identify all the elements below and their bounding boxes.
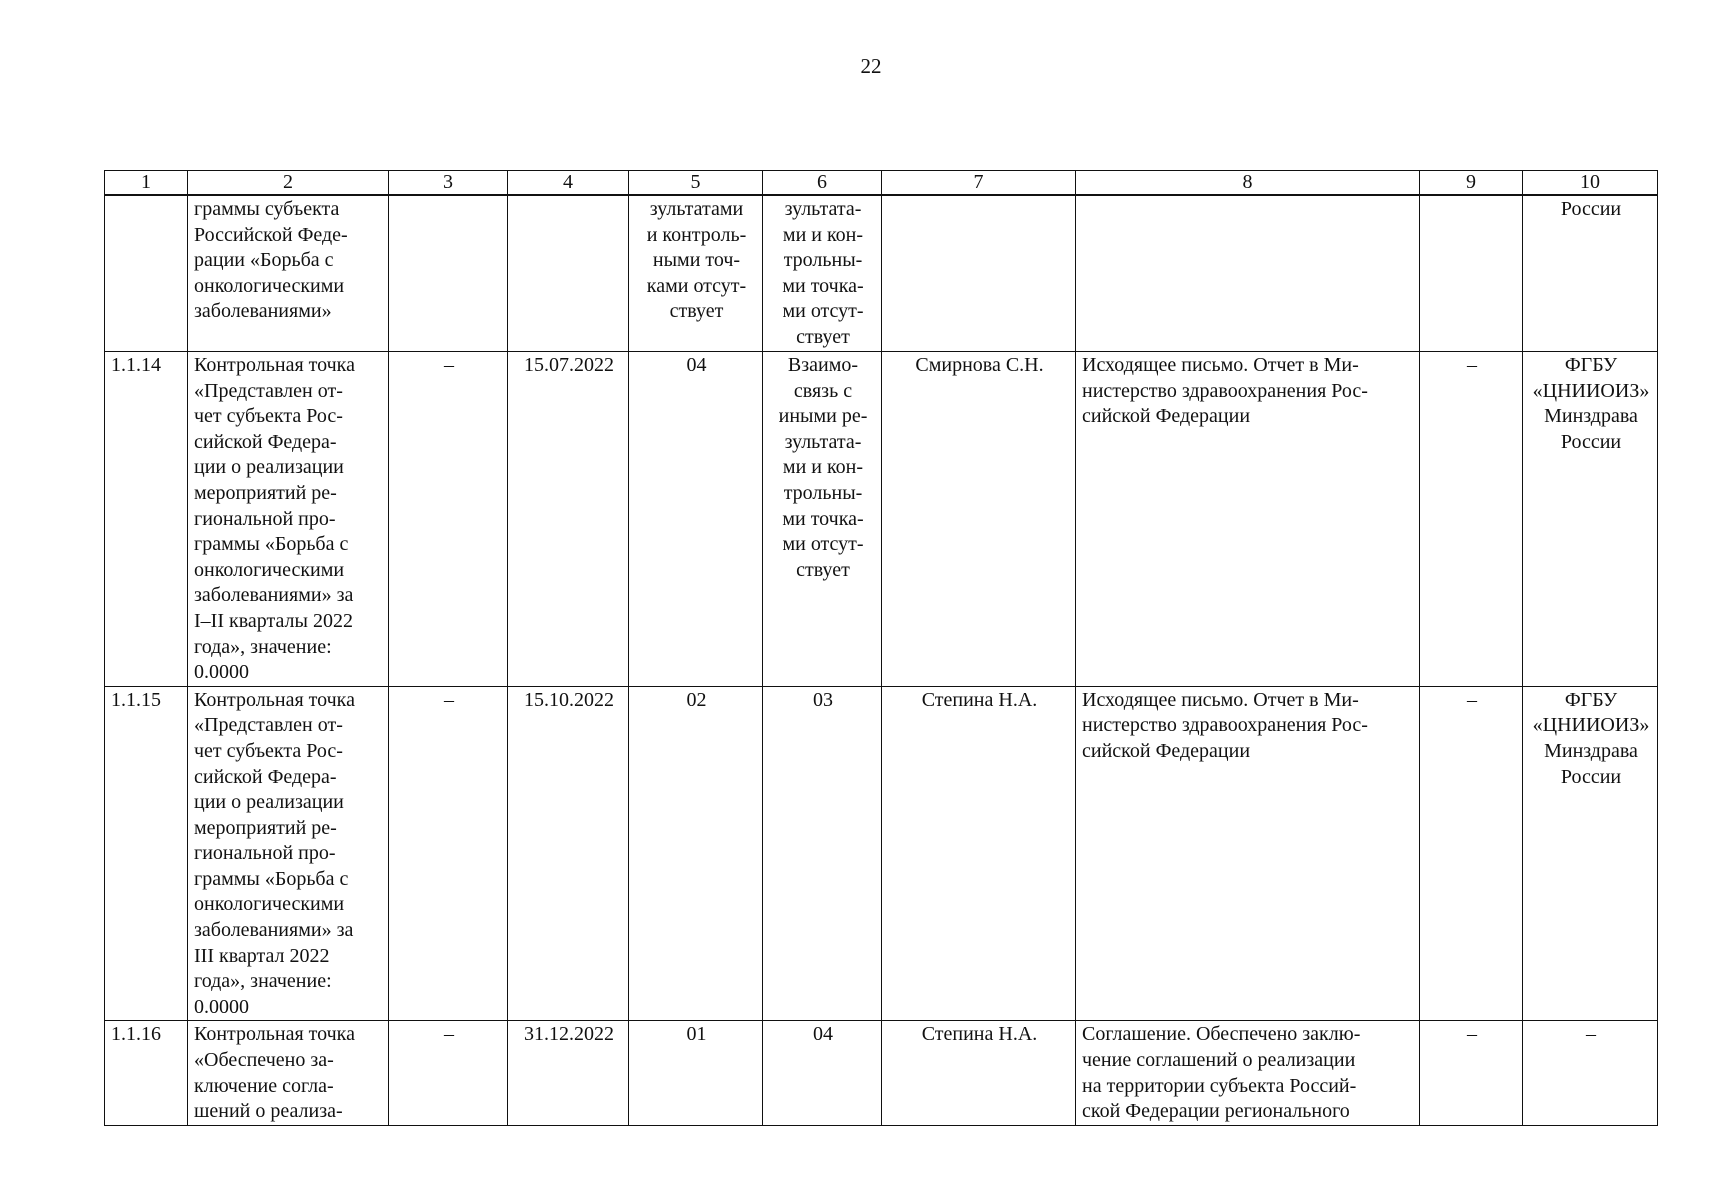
column-6-value: 03 bbox=[763, 686, 882, 1021]
control-point-name: Контрольная точка «Представлен от- чет субъекта Рос- сийской Федера- ции о реализации мероприятий ре- гиональной про- граммы «Борьба с онкологическими заболеваниями» за I–II кварталы 2022 года», значение: 0.0000 bbox=[188, 352, 389, 687]
column-3-value: – bbox=[389, 1021, 508, 1125]
table-row bbox=[105, 1021, 1658, 1125]
control-point-name: Контрольная точка «Обеспечено за- ключение согла- шений о реализа- bbox=[188, 1021, 389, 1125]
organization: ФГБУ «ЦНИИОИЗ» Минздрава России bbox=[1523, 686, 1658, 1021]
organization: России bbox=[1523, 195, 1658, 352]
column-header: 2 bbox=[188, 171, 389, 196]
due-date: 15.10.2022 bbox=[508, 686, 629, 1021]
column-6-value: 04 bbox=[763, 1021, 882, 1125]
due-date: 31.12.2022 bbox=[508, 1021, 629, 1125]
due-date bbox=[508, 195, 629, 352]
table-row bbox=[105, 352, 1658, 687]
responsible-person: Степина Н.А. bbox=[882, 686, 1076, 1021]
column-header: 1 bbox=[105, 171, 188, 196]
column-9-value: – bbox=[1420, 352, 1523, 687]
result-document: Исходящее письмо. Отчет в Ми- нистерство здравоохранения Рос- сийской Федерации bbox=[1076, 352, 1420, 687]
table-row-continued bbox=[105, 195, 1658, 352]
due-date: 15.07.2022 bbox=[508, 352, 629, 687]
column-header: 4 bbox=[508, 171, 629, 196]
column-9-value: – bbox=[1420, 686, 1523, 1021]
responsible-person: Смирнова С.Н. bbox=[882, 352, 1076, 687]
result-document: Соглашение. Обеспечено заклю- чение соглашений о реализации на территории субъекта Россий- ской Федерации регионального bbox=[1076, 1021, 1420, 1125]
column-header: 3 bbox=[389, 171, 508, 196]
column-header: 7 bbox=[882, 171, 1076, 196]
column-9-value bbox=[1420, 195, 1523, 352]
control-points-table bbox=[104, 170, 1658, 1126]
column-5-value: 02 bbox=[629, 686, 763, 1021]
table-row bbox=[105, 686, 1658, 1021]
column-6-value: Взаимо- связь с иными ре- зультата- ми и кон- трольны- ми точка- ми отсут- ствует bbox=[763, 352, 882, 687]
organization: – bbox=[1523, 1021, 1658, 1125]
row-number: 1.1.15 bbox=[105, 686, 188, 1021]
row-number: 1.1.14 bbox=[105, 352, 188, 687]
column-3-value: – bbox=[389, 352, 508, 687]
column-header: 5 bbox=[629, 171, 763, 196]
column-9-value: – bbox=[1420, 1021, 1523, 1125]
column-header: 10 bbox=[1523, 171, 1658, 196]
column-header: 6 bbox=[763, 171, 882, 196]
column-3-value bbox=[389, 195, 508, 352]
control-point-name: Контрольная точка «Представлен от- чет субъекта Рос- сийской Федера- ции о реализации мероприятий ре- гиональной про- граммы «Борьба с онкологическими заболеваниями» за III квартал 2022 года», значение: 0.0000 bbox=[188, 686, 389, 1021]
column-header: 8 bbox=[1076, 171, 1420, 196]
organization: ФГБУ «ЦНИИОИЗ» Минздрава России bbox=[1523, 352, 1658, 687]
row-number bbox=[105, 195, 188, 352]
result-document: Исходящее письмо. Отчет в Ми- нистерство здравоохранения Рос- сийской Федерации bbox=[1076, 686, 1420, 1021]
control-point-name: граммы субъекта Российской Феде- рации «Борьба с онкологическими заболеваниями» bbox=[188, 195, 389, 352]
column-5-value: 01 bbox=[629, 1021, 763, 1125]
responsible-person bbox=[882, 195, 1076, 352]
result-document bbox=[1076, 195, 1420, 352]
column-header: 9 bbox=[1420, 171, 1523, 196]
column-5-value: зультатами и контроль- ными точ- ками отсут- ствует bbox=[629, 195, 763, 352]
column-3-value: – bbox=[389, 686, 508, 1021]
responsible-person: Степина Н.А. bbox=[882, 1021, 1076, 1125]
column-5-value: 04 bbox=[629, 352, 763, 687]
column-number-header-row bbox=[105, 171, 1658, 196]
page-number: 22 bbox=[860, 54, 882, 78]
column-6-value: зультата- ми и кон- трольны- ми точка- ми отсут- ствует bbox=[763, 195, 882, 352]
row-number: 1.1.16 bbox=[105, 1021, 188, 1125]
